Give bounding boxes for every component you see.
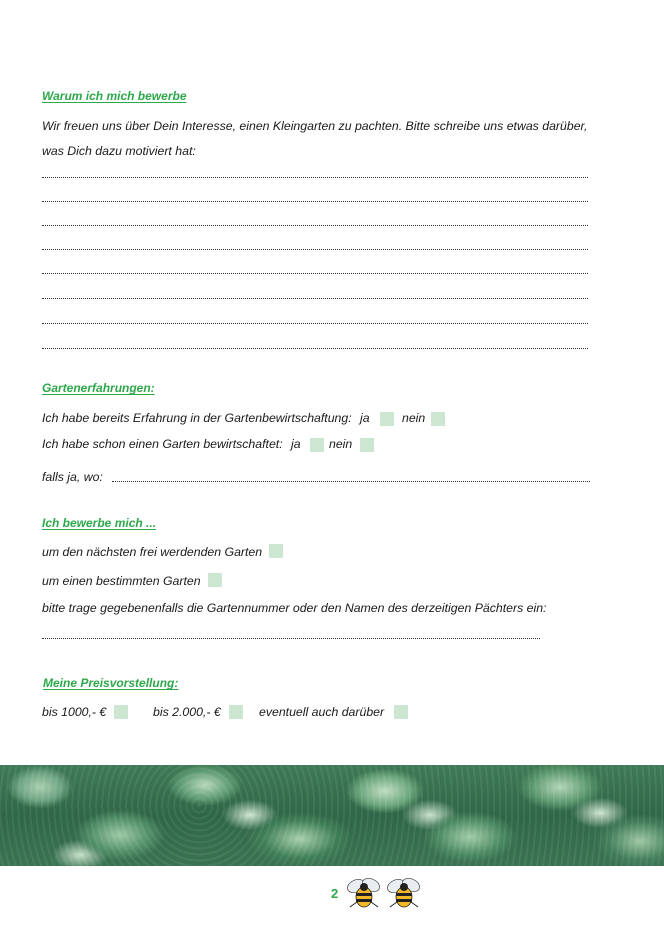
apply-next-garden-checkbox[interactable]	[269, 544, 283, 558]
section-heading-experience: Gartenerfahrungen:	[42, 381, 155, 395]
motivation-answer-line[interactable]	[42, 225, 588, 226]
price-option-1000-checkbox[interactable]	[114, 705, 128, 719]
price-option-2000-label: bis 2.000,- €	[153, 705, 221, 719]
experience-where-label: falls ja, wo:	[42, 470, 103, 484]
motivation-answer-line[interactable]	[42, 323, 588, 324]
experience-q2-yes-label: ja	[291, 437, 301, 451]
price-option-1000-label: bis 1000,- €	[42, 705, 107, 719]
experience-question-1: Ich habe bereits Erfahrung in der Gartenbewirtschaftung:	[42, 411, 352, 425]
experience-q1-yes-checkbox[interactable]	[380, 412, 394, 426]
experience-q1-no-checkbox[interactable]	[431, 412, 445, 426]
motivation-intro-line-1: Wir freuen uns über Dein Interesse, einen Kleingarten zu pachten. Bitte schreibe uns etwas darüber,	[42, 119, 588, 133]
apply-option-next-garden: um den nächsten frei werdenden Garten	[42, 545, 263, 559]
apply-garden-number-field[interactable]	[42, 638, 540, 639]
motivation-answer-line[interactable]	[42, 201, 588, 202]
experience-question-2: Ich habe schon einen Garten bewirtschaftet:	[42, 437, 283, 451]
motivation-answer-line[interactable]	[42, 298, 588, 299]
section-heading-motivation: Warum ich mich bewerbe	[42, 89, 187, 103]
apply-option-specific-garden: um einen bestimmten Garten	[42, 574, 201, 588]
experience-q1-no-label: nein	[402, 411, 426, 425]
experience-q2-yes-checkbox[interactable]	[310, 438, 324, 452]
price-option-above-checkbox[interactable]	[394, 705, 408, 719]
page-number: 2	[331, 886, 339, 901]
motivation-answer-line[interactable]	[42, 348, 588, 349]
price-option-2000-checkbox[interactable]	[229, 705, 243, 719]
motivation-answer-line[interactable]	[42, 249, 588, 250]
apply-specific-garden-checkbox[interactable]	[208, 573, 222, 587]
experience-q1-yes-label: ja	[360, 411, 370, 425]
experience-q2-no-label: nein	[329, 437, 353, 451]
section-heading-apply: Ich bewerbe mich ...	[42, 516, 157, 530]
price-option-above-label: eventuell auch darüber	[259, 705, 385, 719]
kale-photo-banner	[0, 765, 664, 866]
bee-icon	[384, 876, 424, 912]
bee-icon	[344, 876, 384, 912]
apply-specific-garden-hint: bitte trage gegebenenfalls die Gartennummer oder den Namen des derzeitigen Pächters ein:	[42, 601, 547, 615]
motivation-intro-line-2: was Dich dazu motiviert hat:	[42, 144, 196, 158]
section-heading-price: Meine Preisvorstellung:	[43, 676, 179, 690]
experience-q2-no-checkbox[interactable]	[360, 438, 374, 452]
experience-where-field[interactable]	[112, 481, 590, 482]
motivation-answer-line[interactable]	[42, 177, 588, 178]
motivation-answer-line[interactable]	[42, 273, 588, 274]
